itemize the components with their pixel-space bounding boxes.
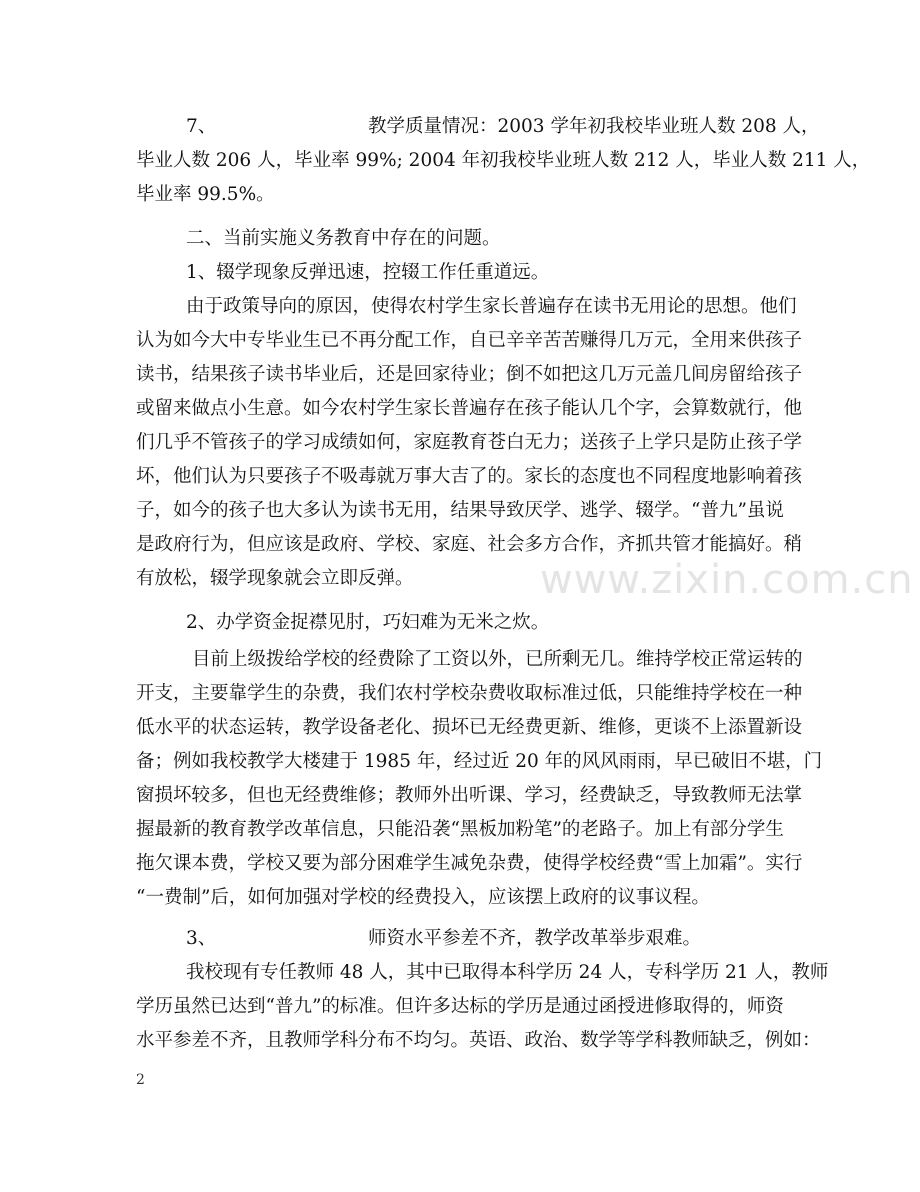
watermark: www.zixin.com.cn	[540, 557, 914, 603]
subheading-3: 师资水平参差不齐，教学改革举步艰难。	[368, 928, 702, 949]
item-7-line-3: 毕业率 99.5%。	[136, 184, 275, 205]
document-page: www.zixin.com.cn 7、 教学质量情况：2003 学年初我校毕业班人数 208 人， 毕业人数 206 人，毕业率 99%; 2004 年初我校毕业班人数 212 人，毕业人数 211 人， 毕业率 99.5%。 二、当前实施义务教育中存在的问题。 1、辍学现象反弹迅速，控辍工作任重道远。 由于政策导向的原因，使得农村学生家长普遍存在读书无用论的思想。他们 认为如今大中专毕业生已不再分配工作，自已辛辛苦苦赚得几万元，全用来供孩子 读书，结果孩子读书毕业后，还是回家待业；倒不如把这几万元盖几间房留给孩子 或留来做点小生意。如今农村学生家长普遍存在孩子能认几个字，会算数就行，他 们几乎不管孩子的学习成绩如何，家庭教育苍白无力；送孩子上学只是防止孩子学 坏，他们认为只要孩子不吸毒就万事大吉了的。家长的态度也不同程度地影响着孩 子，如今的孩子也大多认为读书无用，结果导致厌学、逃学、辍学。“普九”虽说 是政府行为，但应该是政府、学校、家庭、社会多方合作，齐抓共管才能搞好。稍 有放松，辍学现象就会立即反弹。 2、办学资金捉襟见肘，巧妇难为无米之炊。 目前上级拨给学校的经费除了工资以外，已所剩无几。维持学校正常运转的 开支，主要靠学生的杂费，我们农村学校杂费收取标准过低，只能维持学校在一种 低水平的状态运转，教学设备老化、损坏已无经费更新、维修，更谈不上添置新设 备；例如我校教学大楼建于 1985 年，经过近 20 年的风风雨雨，早已破旧不堪，门 窗损坏较多，但也无经费维修；教师外出听课、学习，经费缺乏，导致教师无法掌 握最新的教育教学改革信息，只能沿袭“黑板加粉笔”的老路子。加上有部分学生 拖欠课本费，学校又要为部分困难学生减免杂费，使得学校经费“雪上加霜”。实行 “一费制”后，如何加强对学校的经费投入，应该摆上政府的议事议程。 3、 师资水平参差不齐，教学改革举步艰难。 我校现有专任教师 48 人，其中已取得本科学历 24 人，专科学历 21 人，教师 学历虽然已达到“普九”的标准。但许多达标的学历是通过函授进修取得的，师资 水平参差不齐，且教师学科分布不均匀。英语、政治、数学等学科教师缺乏，例如： 2	[0, 0, 920, 1192]
item-7-line-2: 毕业人数 206 人，毕业率 99%; 2004 年初我校毕业班人数 212 人，毕业人数 211 人，	[136, 150, 871, 171]
subheading-3-number: 3、	[186, 928, 217, 949]
item-7-number: 7、	[186, 116, 217, 137]
page-number: 2	[136, 1072, 145, 1088]
item-7-line-1: 教学质量情况：2003 学年初我校毕业班人数 208 人，	[368, 116, 820, 137]
subheading-1: 1、辍学现象反弹迅速，控辍工作任重道远。	[186, 262, 550, 283]
section-heading: 二、当前实施义务教育中存在的问题。	[186, 228, 501, 249]
subheading-2: 2、办学资金捉襟见肘，巧妇难为无米之炊。	[186, 612, 550, 633]
